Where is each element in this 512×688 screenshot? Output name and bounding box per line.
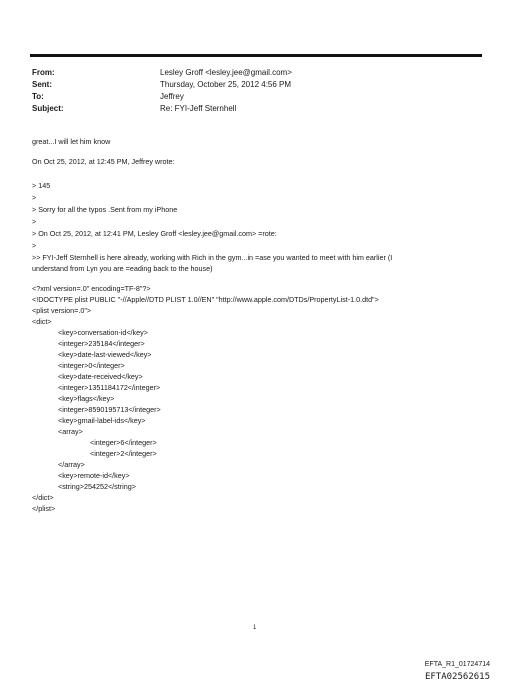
to-label: To: — [32, 92, 44, 101]
plist-line: <dict> — [32, 317, 52, 326]
document-reference-small: EFTA_R1_01724714 — [424, 661, 490, 668]
to-value: Jeffrey — [160, 92, 184, 101]
plist-line: <key>remote-id</key> — [58, 471, 130, 480]
plist-line: <integer>8590195713</integer> — [58, 405, 161, 414]
plist-line: <key>flags</key> — [58, 394, 115, 403]
quote-line: > On Oct 25, 2012, at 12:41 PM, Lesley Groff <lesley.jee@gmail.com> =rote: — [32, 229, 277, 238]
plist-line: <integer>2</integer> — [90, 449, 157, 458]
header-rule — [30, 54, 482, 57]
plist-line: <?xml version=.0" encoding=TF-8"?> — [32, 284, 151, 293]
quote-line: > 145 — [32, 181, 51, 190]
plist-line: <integer>6</integer> — [90, 438, 157, 447]
from-value: Lesley Groff <lesley.jee@gmail.com> — [160, 68, 292, 77]
quote-line: >> FYI-Jeff Sternhell is here already, working with Rich in the gym...in =ase you wanted to meet with him earlier (I — [32, 253, 393, 262]
plist-line: <key>date-last-viewed</key> — [58, 350, 152, 359]
plist-line: </plist> — [32, 504, 56, 513]
quote-line: > — [32, 217, 37, 226]
from-label: From: — [32, 68, 55, 77]
document-reference-large: EFTA02562615 — [424, 672, 490, 682]
quote-line: > — [32, 193, 37, 202]
quote-line: understand from Lyn you are =eading back to the house) — [32, 264, 213, 273]
sent-label: Sent: — [32, 80, 52, 89]
plist-line: <integer>0</integer> — [58, 361, 125, 370]
plist-line: </array> — [58, 460, 85, 469]
plist-line: </dict> — [32, 493, 54, 502]
plist-line: <array> — [58, 427, 83, 436]
quote-line: > Sorry for all the typos .Sent from my iPhone — [32, 205, 178, 214]
subject-value: Re: FYI-Jeff Sternhell — [160, 104, 237, 113]
plist-line: <key>gmail-label-ids</key> — [58, 416, 146, 425]
plist-line: <integer>235184</integer> — [58, 339, 145, 348]
plist-line: <key>conversation-id</key> — [58, 328, 148, 337]
plist-line: <plist version=.0"> — [32, 306, 92, 315]
quote-intro: On Oct 25, 2012, at 12:45 PM, Jeffrey wrote: — [32, 157, 175, 166]
plist-line: <string>254252</string> — [58, 482, 136, 491]
plist-line: <integer>1351184172</integer> — [58, 383, 161, 392]
reply-text: great...I will let him know — [32, 137, 111, 146]
quote-line: > — [32, 241, 37, 250]
page-number: 1 — [253, 625, 257, 631]
subject-label: Subject: — [32, 104, 64, 113]
sent-value: Thursday, October 25, 2012 4:56 PM — [160, 80, 292, 89]
plist-line: <!DOCTYPE plist PUBLIC "-//Apple//DTD PLIST 1.0//EN" "http://www.apple.com/DTDs/PropertyList-1.0.dtd"> — [32, 295, 379, 304]
plist-line: <key>date-received</key> — [58, 372, 143, 381]
